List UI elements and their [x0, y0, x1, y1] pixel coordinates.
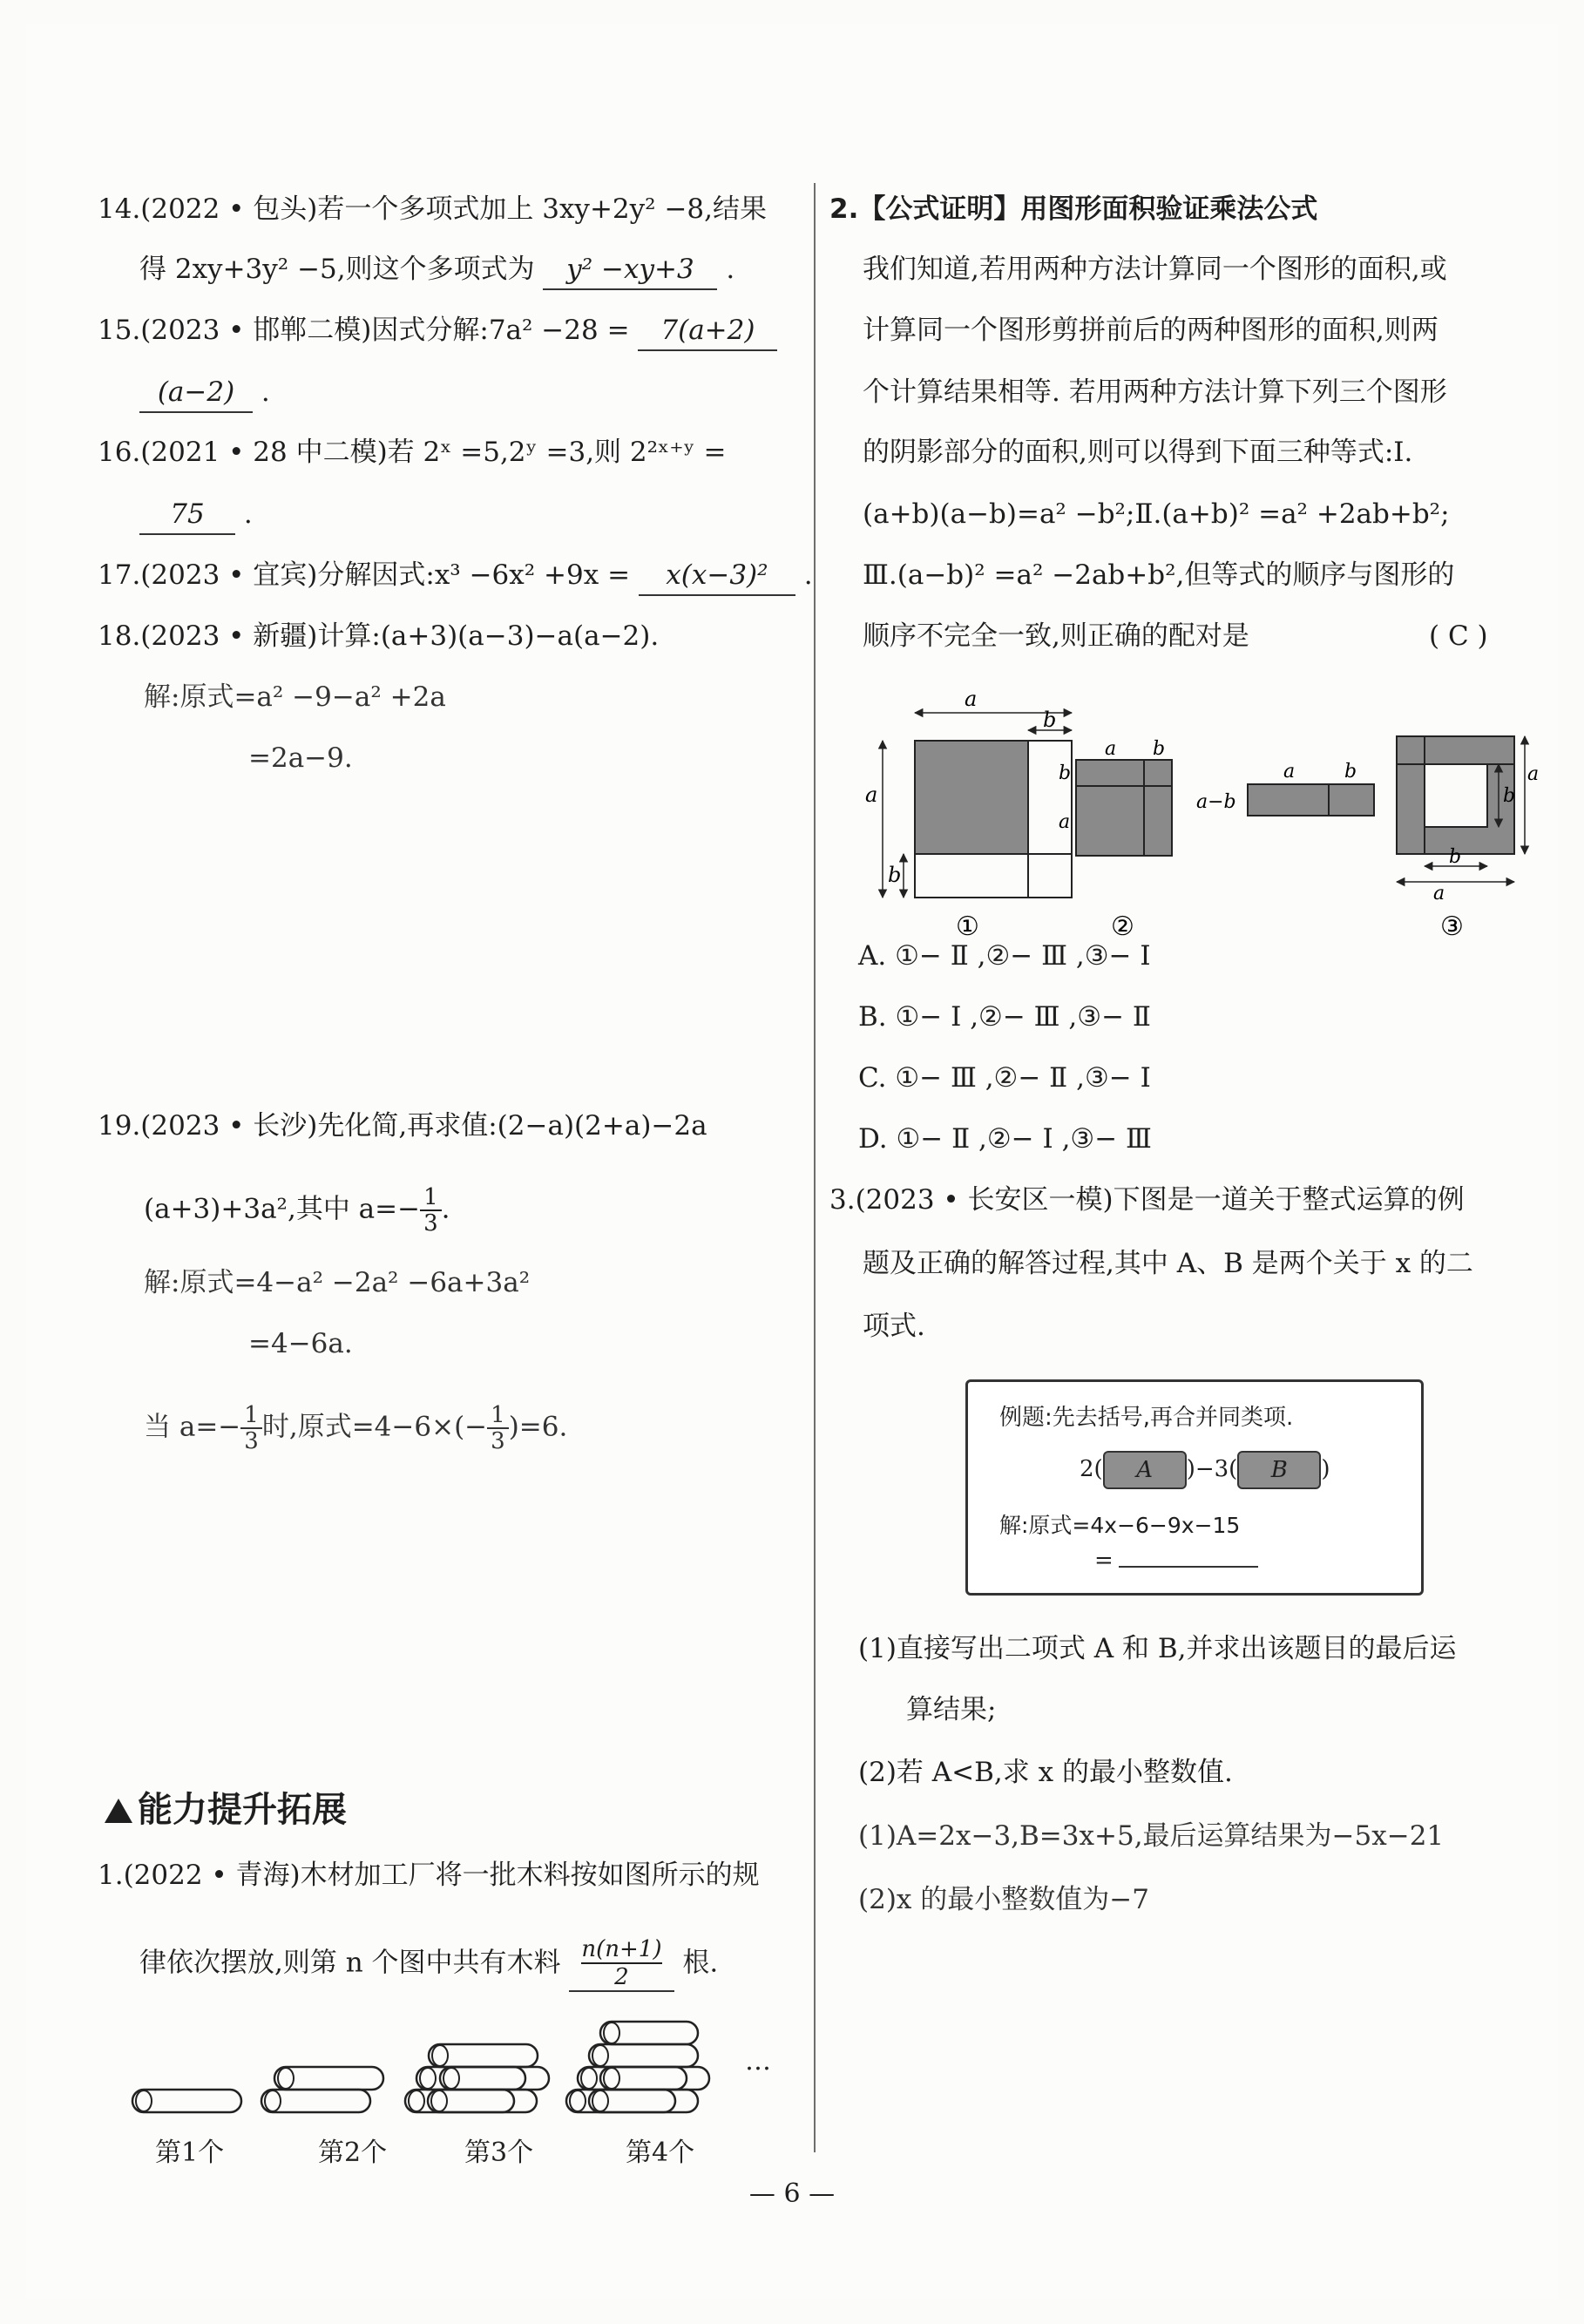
p3-line: 项式.	[863, 1311, 925, 1342]
svg-text:a: a	[1105, 738, 1117, 760]
figure-label: ①	[956, 911, 979, 942]
p2-line: (a+b)(a−b)=a² −b²;Ⅱ.(a+b)² =a² +2ab+b²;	[863, 498, 1450, 530]
option-c: C. ①− Ⅲ ,②− Ⅱ ,③− Ⅰ	[858, 1062, 1151, 1094]
section-title: 能力提升拓展	[105, 1782, 347, 1832]
tile-a: A	[1103, 1451, 1187, 1489]
p2-line: 的阴影部分的面积,则可以得到下面三种等式:Ⅰ.	[863, 437, 1413, 468]
log-label: 第1个	[155, 2138, 225, 2168]
q19-solution-line1: 解:原式=4−a² −2a² −6a+3a²	[144, 1267, 531, 1298]
log-label: 第4个	[626, 2138, 695, 2168]
q18-solution-line2: =2a−9.	[248, 742, 353, 774]
svg-text:a: a	[865, 783, 878, 807]
p2-line: 个计算结果相等. 若用两种方法计算下列三个图形	[863, 376, 1447, 408]
svg-text:b: b	[1449, 846, 1462, 868]
p3-answer2: (2)x 的最小整数值为−7	[858, 1884, 1149, 1915]
p3-answer1: (1)A=2x−3,B=3x+5,最后运算结果为−5x−21	[858, 1820, 1445, 1852]
q15-line2: (a−2) .	[139, 373, 270, 413]
tile-b: B	[1237, 1451, 1321, 1489]
ellipsis: …	[745, 2046, 771, 2077]
p1-line2: 律依次摆放,则第 n 个图中共有木料 $\frac{n(n+1)}{2}$ 根.	[139, 1936, 719, 1990]
q18-solution-line1: 解:原式=a² −9−a² +2a	[144, 681, 446, 713]
p3-line: 题及正确的解答过程,其中 A、B 是两个关于 x 的二	[863, 1248, 1473, 1279]
p2-line: 顺序不完全一致,则正确的配对是	[863, 620, 1249, 652]
p3-sub1-line2: 算结果;	[906, 1694, 997, 1725]
figure-label: ②	[1111, 911, 1134, 942]
p3-sub1-line1: (1)直接写出二项式 A 和 B,并求出该题目的最后运	[858, 1633, 1457, 1664]
svg-text:a−b: a−b	[1196, 791, 1236, 813]
q15-answer-part1: 7(a+2)	[638, 311, 777, 351]
column-divider	[814, 183, 816, 2152]
p3-line: 3.(2023 • 长安区一模)下图是一道关于整式运算的例	[829, 1184, 1465, 1216]
svg-text:b: b	[1344, 761, 1357, 783]
svg-text:b: b	[1503, 785, 1516, 807]
svg-text:a: a	[1433, 883, 1445, 905]
figure-strip	[1196, 761, 1374, 816]
svg-text:a: a	[965, 687, 978, 711]
q16-answer: 75	[139, 495, 235, 535]
q18-line1: 18.(2023 • 新疆)计算:(a+3)(a−3)−a(a−2).	[98, 620, 660, 652]
q19-line1: 19.(2023 • 长沙)先化简,再求值:(2−a)(2+a)−2a	[98, 1110, 707, 1142]
svg-text:a: a	[1527, 763, 1540, 785]
q14-answer: y² −xy+3	[543, 250, 717, 290]
q14-line2: 得 2xy+3y² −5,则这个多项式为 y² −xy+3 .	[139, 250, 734, 290]
p2-line: 计算同一个图形剪拼前后的两种图形的面积,则两	[863, 315, 1438, 346]
q19-fraction: $\frac{1}{3}$	[420, 1185, 442, 1236]
svg-text:b: b	[1153, 738, 1166, 760]
log-label: 第2个	[318, 2138, 388, 2168]
example-title: 例题:先去括号,再合并同类项.	[999, 1405, 1294, 1431]
q14-line1: 14.(2022 • 包头)若一个多项式加上 3xy+2y² −8,结果	[98, 193, 767, 225]
triangle-icon	[105, 1799, 132, 1823]
log-label: 第3个	[464, 2138, 534, 2168]
q17-line: 17.(2023 • 宜宾)分解因式:x³ −6x² +9x = x(x−3)² .	[98, 556, 813, 596]
area-figures	[858, 680, 1540, 942]
svg-text:b: b	[888, 863, 902, 887]
q19-line2: (a+3)+3a²,其中 a=− $\frac{1}{3}$ .	[144, 1184, 450, 1237]
option-a: A. ①− Ⅱ ,②− Ⅲ ,③− Ⅰ	[858, 940, 1151, 972]
p1-answer: $\frac{n(n+1)}{2}$	[569, 1936, 674, 1992]
figure-1	[865, 687, 1072, 942]
figure-label: ③	[1440, 911, 1464, 942]
svg-text:a: a	[1283, 761, 1296, 783]
p1-line1: 1.(2022 • 青海)木材加工厂将一批木料按如图所示的规	[98, 1860, 760, 1891]
example-box	[965, 1379, 1424, 1596]
log-stack-figure	[122, 2017, 784, 2174]
page-number: — 6 —	[748, 2178, 836, 2209]
q19-solution-line3: 当 a=− $\frac{1}{3}$ 时,原式=4−6×(− $\frac{1}{3}$ )=6.	[144, 1402, 568, 1454]
q15-answer-part2: (a−2)	[139, 373, 253, 413]
q16-line2: 75 .	[139, 495, 253, 535]
option-d: D. ①− Ⅱ ,②− Ⅰ ,③− Ⅲ	[858, 1123, 1152, 1155]
p2-line: 我们知道,若用两种方法计算同一个图形的面积,或	[863, 254, 1447, 285]
p2-title: 2.【公式证明】用图形面积验证乘法公式	[829, 193, 1318, 225]
option-b: B. ①− Ⅰ ,②− Ⅲ ,③− Ⅱ	[858, 1001, 1151, 1033]
svg-text:b: b	[1059, 762, 1072, 784]
svg-text:a: a	[1059, 811, 1071, 833]
p2-line: Ⅲ.(a−b)² =a² −2ab+b²,但等式的顺序与图形的	[863, 559, 1455, 591]
q15-line1: 15.(2023 • 邯郸二模)因式分解:7a² −28 = 7(a+2)	[98, 311, 777, 351]
p2-answer: ( C )	[1429, 620, 1488, 652]
example-blank: =	[1094, 1548, 1258, 1574]
log	[600, 2022, 698, 2044]
example-solution: 解:原式=4x−6−9x−15	[999, 1513, 1241, 1538]
example-expression: 2( A )−3( B )	[1080, 1450, 1330, 1489]
q17-answer: x(x−3)²	[639, 556, 795, 596]
svg-text:b: b	[1043, 708, 1057, 732]
p3-sub2: (2)若 A<B,求 x 的最小整数值.	[858, 1757, 1233, 1788]
q19-solution-line2: =4−6a.	[248, 1328, 353, 1359]
q16-line1: 16.(2021 • 28 中二模)若 2ˣ =5,2ʸ =3,则 2²ˣ⁺ʸ =	[98, 437, 727, 468]
